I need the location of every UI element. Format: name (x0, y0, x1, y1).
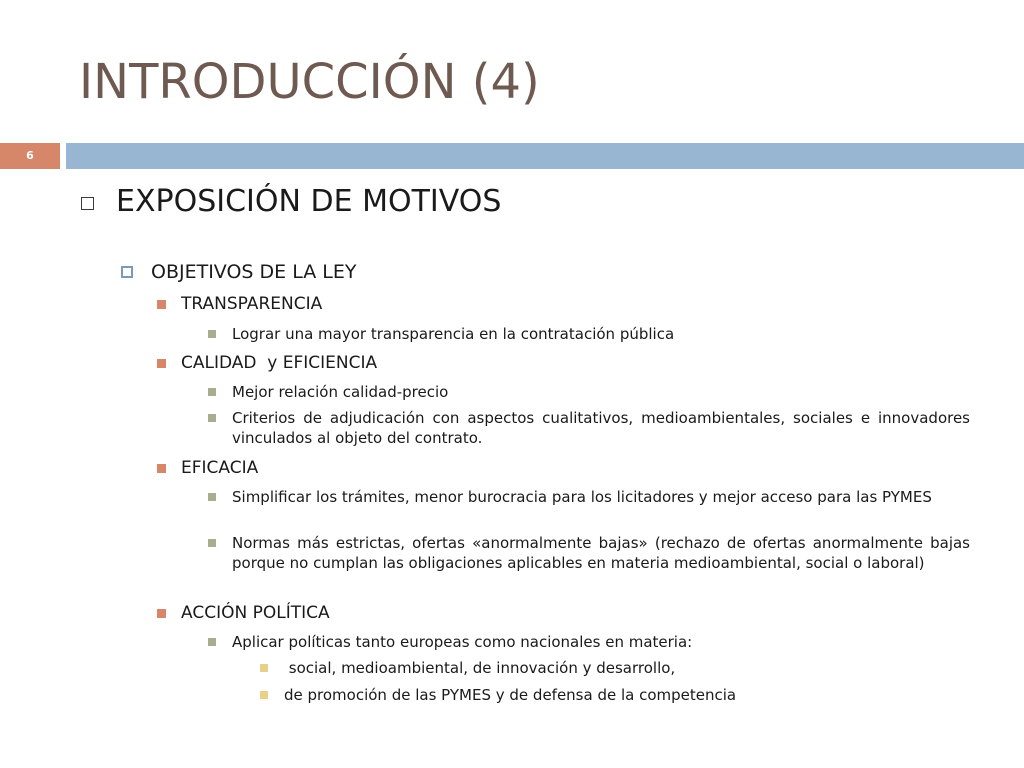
square-bullet-icon (157, 609, 166, 618)
square-bullet-icon (157, 359, 166, 368)
square-bullet-icon (208, 539, 216, 547)
subpoint-text: de promoción de las PYMES y de defensa de la competencia (284, 686, 737, 704)
square-bullet-icon (260, 691, 268, 699)
square-bullet-icon (157, 464, 166, 473)
heading-text: EXPOSICIÓN DE MOTIVOS (116, 184, 502, 219)
point-text: Simplificar los trámites, menor burocracia para los licitadores y mejor acceso para las PYMES (232, 488, 932, 506)
point-text: Criterios de adjudicación con aspectos cualitativos, medioambientales, sociales e innovadores vinculados al objeto del contrato. (232, 409, 970, 447)
slide-number: 6 (26, 149, 34, 162)
square-bullet-icon (157, 300, 166, 309)
point-text: Lograr una mayor transparencia en la contratación pública (232, 325, 675, 343)
point-text: Normas más estrictas, ofertas «anormalmente bajas» (rechazo de ofertas anormalmente bajas porque no cumplan las obligaciones aplicables en materia medioambiental, social o laboral) (232, 534, 970, 572)
section-label: TRANSPARENCIA (181, 294, 323, 314)
square-bullet-icon (208, 638, 216, 646)
square-bullet-icon (208, 330, 216, 338)
square-bullet-icon (208, 493, 216, 501)
square-framed-bullet-icon (121, 266, 133, 278)
square-bullet-icon (208, 414, 216, 422)
square-bullet-icon (208, 388, 216, 396)
point-text: Aplicar políticas tanto europeas como nacionales en materia: (232, 633, 693, 651)
subheading-text: OBJETIVOS DE LA LEY (151, 261, 357, 283)
subpoint-text: social, medioambiental, de innovación y desarrollo, (284, 659, 676, 677)
square-outline-bullet-icon (81, 197, 94, 210)
point-text: Mejor relación calidad-precio (232, 383, 449, 401)
section-label: EFICACIA (181, 458, 259, 478)
square-bullet-icon (260, 664, 268, 672)
section-label: ACCIÓN POLÍTICA (181, 603, 330, 623)
section-label: CALIDAD y EFICIENCIA (181, 353, 378, 373)
slide-title: INTRODUCCIÓN (4) (79, 54, 540, 110)
